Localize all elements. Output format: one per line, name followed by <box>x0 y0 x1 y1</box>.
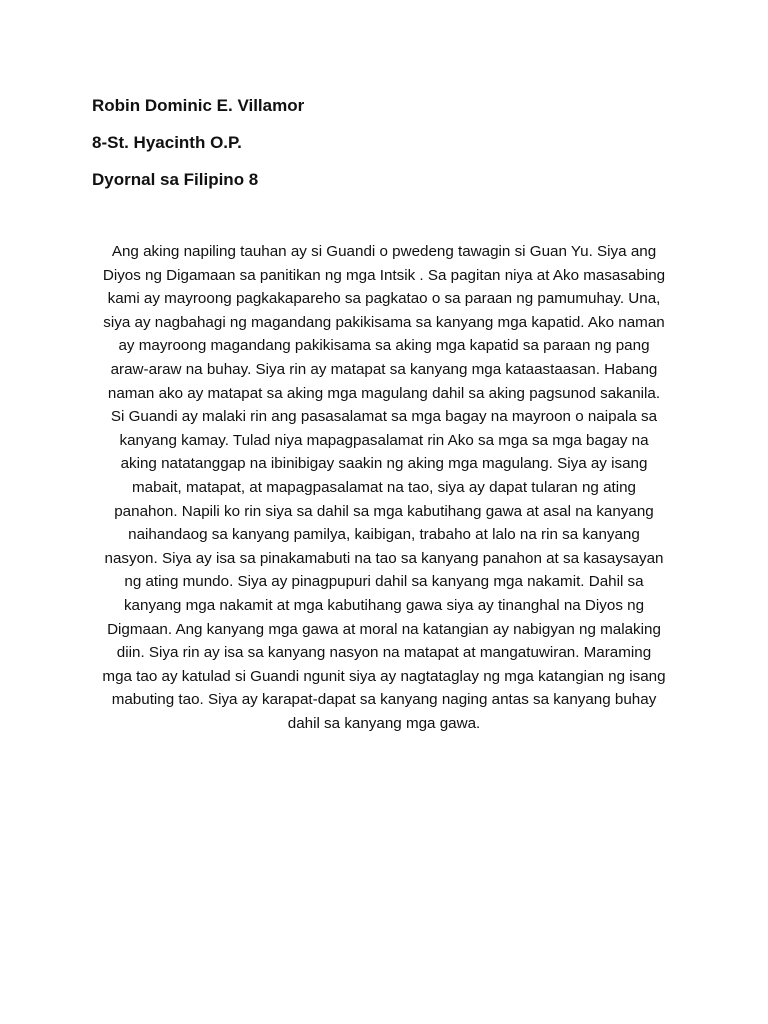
essay-line: ng ating mundo. Siya ay pinagpupuri dahil sa kanyang mga nakamit. Dahil sa <box>124 573 644 591</box>
essay-line: kanyang kamay. Tulad niya mapagpasalamat rin Ako sa mga sa mga bagay na <box>119 431 649 449</box>
essay-line: siya ay nagbahagi ng magandang pakikisama sa kanyang mga kapatid. Ako naman <box>103 313 665 331</box>
essay-line: nasyon. Siya ay isa sa pinakamabuti na tao sa kanyang panahon at sa kasaysayan <box>104 549 664 567</box>
essay-line: Digmaan. Ang kanyang mga gawa at moral na katangian ay nabigyan ng malaking <box>107 620 661 638</box>
essay-line: Diyos ng Digamaan sa panitikan ng mga Intsik . Sa pagitan niya at Ako masasabing <box>102 266 666 284</box>
essay-line: diin. Siya rin ay isa sa kanyang nasyon na matapat at mangatuwiran. Maraming <box>116 644 652 662</box>
essay-line: kanyang mga nakamit at mga kabutihang gawa siya ay tinanghal na Diyos ng <box>123 596 645 614</box>
document-title: Dyornal sa Filipino 8 <box>92 170 259 189</box>
essay-line: ay mayroong magandang pakikisama sa aking mga kapatid sa paraan ng pang <box>118 337 650 355</box>
essay-line: Si Guandi ay malaki rin ang pasasalamat sa mga bagay na mayroon o naipala sa <box>110 408 658 426</box>
essay-line: kami ay mayroong pagkakapareho sa pagkatao o sa paraan ng pamumuhay. Una, <box>107 290 661 308</box>
essay-line: mabuting tao. Siya ay karapat-dapat sa kanyang naging antas sa kanyang buhay <box>111 691 657 709</box>
document-header <box>92 94 692 205</box>
essay-line: dahil sa kanyang mga gawa. <box>287 714 481 732</box>
essay-line: Ang aking napiling tauhan ay si Guandi o pwedeng tawagin si Guan Yu. Siya ang <box>111 243 657 260</box>
essay-line: mga tao ay katulad si Guandi ngunit siya ay nagtataglay ng mga katangian ng isang <box>102 667 666 685</box>
class-section: 8-St. Hyacinth O.P. <box>92 133 242 152</box>
essay-line: araw-araw na buhay. Siya rin ay matapat sa kanyang mga kataastaasan. Habang <box>110 360 658 378</box>
essay-line: mabait, matapat, at mapagpasalamat na tao, siya ay dapat tularan ng ating <box>131 478 637 496</box>
essay-line: naman ako ay matapat sa aking mga magulang dahil sa aking pagsunod sakanila. <box>107 384 661 402</box>
essay-body <box>60 240 708 735</box>
essay-line: panahon. Napili ko rin siya sa dahil sa mga kabutihang gawa at asal na kanyang <box>114 502 654 520</box>
essay-line: aking natatanggap na ibinibigay saakin ng aking mga magulang. Siya ay isang <box>120 455 648 473</box>
essay-line: naihandaog sa kanyang pamilya, kaibigan, trabaho at lalo na rin sa kanyang <box>128 526 640 544</box>
author-name: Robin Dominic E. Villamor <box>92 96 305 115</box>
